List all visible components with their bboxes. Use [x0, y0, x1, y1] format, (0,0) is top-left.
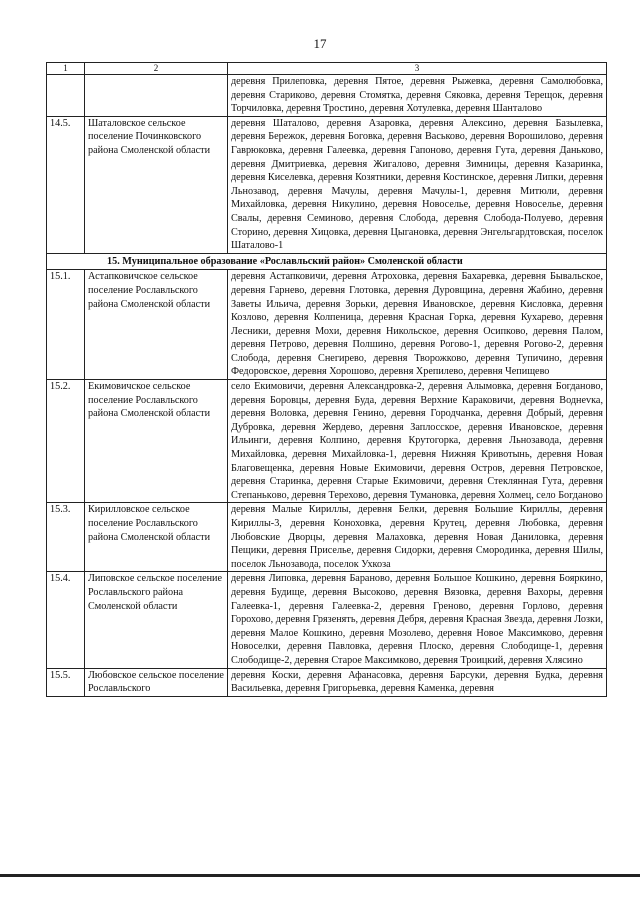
- settlement-name: Липовское сельское поселение Рославльского района Смоленской области: [85, 572, 228, 668]
- settlement-villages: деревня Шаталово, деревня Азаровка, деревня Алексино, деревня Базылевка, деревня Бережок, деревня Боговка, деревня Васьково, деревня Ворошилово, деревня Гаврюковка, деревня Галеевка, деревня Гапоново, деревня Гута, деревня Даньково, деревня Дмитриевка, деревня Жигалово, деревня Зимницы, деревня Казаринка, деревня Киселевка, деревня Козятники, деревня Костинское, деревня Липки, деревня Льнозавод, деревня Мачулы, деревня Мачулы-1, деревня Митюли, деревня Михайловка, деревня Никулино, деревня Новоселье, деревня Новоселье, деревня Свалы, деревня Семиново, деревня Слобода, деревня Слобода-Полуево, деревня Сторино, деревня Хицовка, деревня Цыгановка, деревня Энгельгардтовская, поселок Шаталово-1: [228, 116, 607, 253]
- row-number: 15.1.: [47, 270, 85, 380]
- settlement-name: Астапковичское сельское поселение Рославльского района Смоленской области: [85, 270, 228, 380]
- row-number: 15.2.: [47, 380, 85, 503]
- settlement-villages: деревня Малые Кириллы, деревня Белки, деревня Большие Кириллы, деревня Кириллы-3, деревня Коноховка, деревня Крутец, деревня Любовка, деревня Любовские Дворцы, деревня Малаховка, деревня Новая Даниловка, деревня Пещики, деревня Приселье, деревня Сидорки, деревня Смородинка, деревня Шилы, поселок Льнозавода, поселок Ухкоза: [228, 503, 607, 572]
- table-row: [47, 380, 607, 503]
- settlement-villages: деревня Липовка, деревня Бараново, деревня Большое Кошкино, деревня Бояркино, деревня Будище, деревня Высоково, деревня Вязовка, деревня Вахоры, деревня Галеевка-1, деревня Галеевка-2, деревня Греново, деревня Горлово, деревня Горохово, деревня Грязенять, деревня Дебря, деревня Красная Звезда, деревня Лозки, деревня Малое Кошкино, деревня Мозолево, деревня Новое Максимково, деревня Новоселки, деревня Павловка, деревня Плоско, деревня Слободище-1, деревня Слободище-2, деревня Старое Максимково, деревня Троицкий, деревня Хлясино: [228, 572, 607, 668]
- header-col-3: 3: [228, 63, 607, 75]
- table-row: [47, 116, 607, 253]
- row-number: [47, 75, 85, 117]
- page-bottom-rule: [0, 874, 640, 877]
- settlement-villages: деревня Коски, деревня Афанасовка, деревня Барсуки, деревня Будка, деревня Васильевка, деревня Григорьевка, деревня Каменка, деревня: [228, 668, 607, 696]
- header-col-1: 1: [47, 63, 85, 75]
- row-number: 15.5.: [47, 668, 85, 696]
- section-heading-row: [47, 253, 607, 270]
- settlement-name: Екимовичское сельское поселение Рославльского района Смоленской области: [85, 380, 228, 503]
- row-number: 14.5.: [47, 116, 85, 253]
- table-row: [47, 270, 607, 380]
- row-number: 15.4.: [47, 572, 85, 668]
- table-header-row: [47, 63, 607, 75]
- table-row: [47, 503, 607, 572]
- header-col-2: 2: [85, 63, 228, 75]
- row-number: 15.3.: [47, 503, 85, 572]
- settlement-villages: село Екимовичи, деревня Александровка-2, деревня Алымовка, деревня Богданово, деревня Боровцы, деревня Буда, деревня Верхние Караковичи, деревня Воднevка, деревня Воловка, деревня Генино, деревня Городчанка, деревня Добрый, деревня Дубровка, деревня Жердево, деревня Заплосское, деревня Ивановское, деревня Ильинги, деревня Колпино, деревня Крутогорка, деревня Льнозавода, деревня Михайловка, деревня Михайловка-1, деревня Нижняя Кривотынь, деревня Новая Благовещенка, деревня Новые Екимовичи, деревня Остров, деревня Петровское, деревня Старинка, деревня Старые Екимовичи, деревня Стеклянная Гута, деревня Степанькoво, деревня Терехово, деревня Тумановка, деревня Холмец, село Богданово: [228, 380, 607, 503]
- table-row: [47, 572, 607, 668]
- table-row: [47, 668, 607, 696]
- settlements-table: [46, 62, 607, 697]
- section-heading: 15. Муниципальное образование «Рославльский район» Смоленской области: [47, 253, 607, 270]
- page-number: 17: [313, 36, 327, 51]
- settlement-villages: деревня Прилеповка, деревня Пятое, деревня Рыжевка, деревня Самолюбовка, деревня Стариково, деревня Стомятка, деревня Сяковка, деревня Терещок, деревня Торчиловка, деревня Тростино, деревня Хотулевка, деревня Шанталово: [228, 75, 607, 117]
- table-row: [47, 75, 607, 117]
- settlement-villages: деревня Астапковичи, деревня Атрохoвка, деревня Бахаревка, деревня Бывальское, деревня Гарнево, деревня Глотовка, деревня Дуровщина, деревня Жабино, деревня Заветы Ильича, деревня Зорьки, деревня Ивановское, деревня Кисловка, деревня Козлово, деревня Колпеница, деревня Красная Горка, деревня Кухарево, деревня Лесники, деревня Мохи, деревня Никольское, деревня Осипково, деревня Палом, деревня Петрово, деревня Полшино, деревня Рогово-1, деревня Рогово-2, деревня Слобода, деревня Снегирево, деревня Творожково, деревня Тупичино, деревня Федоровское, деревня Хорошово, деревня Хрепилево, деревня Чепищево: [228, 270, 607, 380]
- settlement-name: Кирилловское сельское поселение Рославльского района Смоленской области: [85, 503, 228, 572]
- settlement-name: Шаталовское сельское поселение Починковского района Смоленской области: [85, 116, 228, 253]
- settlement-name: Любовское сельское поселение Рославльского: [85, 668, 228, 696]
- settlement-name: [85, 75, 228, 117]
